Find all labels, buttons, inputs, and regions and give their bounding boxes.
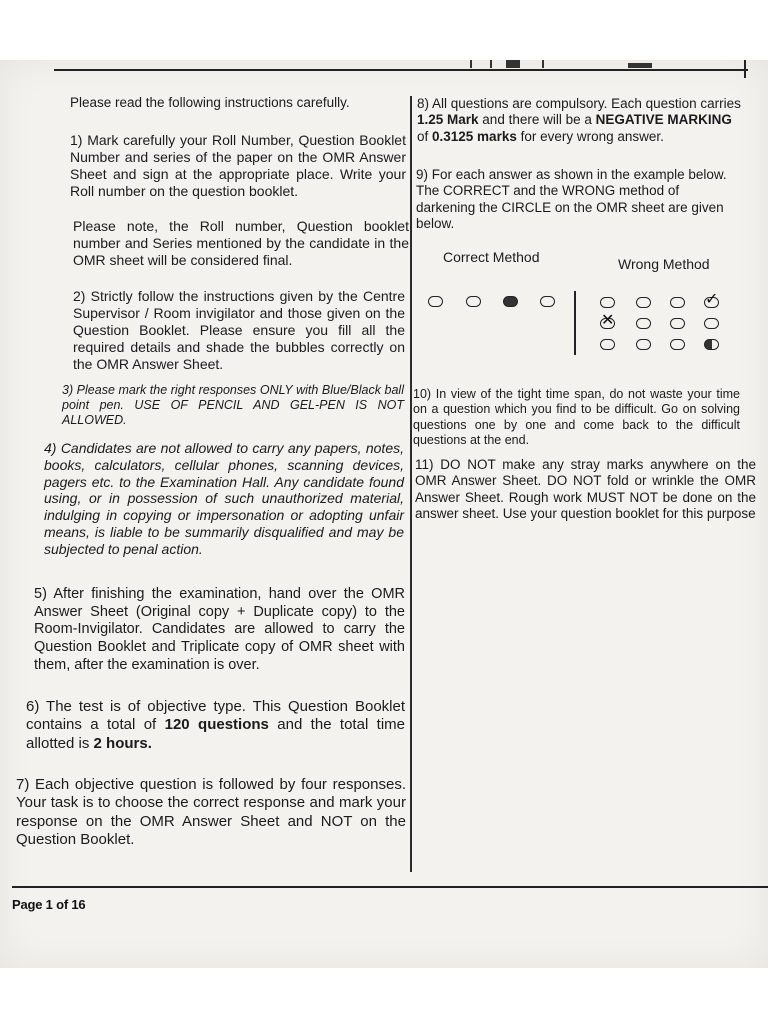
instruction-6-text-a: 6) The test is of objective type. This Question Booklet contains a total of	[26, 698, 405, 734]
roll-number-note: Please note, the Roll number, Question booklet number and Series mentioned by the candidate in the OMR sheet will be considered final.	[73, 218, 409, 269]
omr-example-divider	[574, 291, 576, 355]
instruction-4: 4) Candidates are not allowed to carry any papers, notes, books, calculators, cellular phones, scanning devices, pagers etc. to the Examination Hall. Any candidate found using, or in possession of such unauthorized material, indulging in copying or impersonation or adopting unfair means, is liable to be summarily disqualified and may be subjected to penal action.	[44, 440, 404, 557]
instruction-8-text-d: for every wrong answer.	[516, 128, 664, 144]
instruction-1: 1) Mark carefully your Roll Number, Question Booklet Number and series of the paper on the OMR Answer Sheet and sign at the appropriate place. Write your Roll number on the question booklet.	[70, 132, 406, 200]
omr-bubble-empty	[466, 296, 481, 307]
cross-mark-icon: ✕	[601, 312, 615, 329]
omr-bubble-empty	[670, 339, 685, 350]
instruction-3	[62, 383, 404, 427]
omr-bubble-empty	[540, 296, 555, 307]
top-rule	[54, 69, 748, 71]
instruction-11: 11) DO NOT make any stray marks anywhere on the OMR Answer Sheet. DO NOT fold or wrinkle the OMR Answer Sheet. Rough work MUST NOT be done on the answer sheet. Use your question booklet for this purpose	[415, 457, 756, 522]
instruction-8-text-c: of	[417, 128, 433, 144]
instruction-10: 10) In view of the tight time span, do not waste your time on a question which you find to be difficult. Go on solving questions one by one and come back to the difficult questions at the end.	[413, 387, 740, 447]
omr-bubble-empty	[636, 297, 651, 308]
omr-bubble-empty	[428, 296, 443, 307]
instruction-8-text-a: 8) All questions are compulsory. Each question carries	[417, 96, 741, 111]
omr-bubble-empty	[600, 297, 615, 308]
negative-marking: NEGATIVE MARKING	[595, 112, 732, 128]
instruction-9: 9) For each answer as shown in the example below. The CORRECT and the WRONG method of darkening the CIRCLE on the OMR sheet are given below.	[416, 167, 727, 232]
top-corner-rule	[744, 60, 746, 78]
page-number: Page 1 of 16	[12, 897, 86, 912]
omr-bubble-empty	[670, 297, 685, 308]
instructions-heading: Please read the following instructions carefully.	[70, 95, 350, 110]
instruction-7: 7) Each objective question is followed by four responses. Your task is to choose the correct response and mark your response on the OMR Answer Sheet and NOT on the Question Booklet.	[16, 776, 406, 848]
omr-bubble-empty	[636, 318, 651, 329]
total-time: 2 hours.	[93, 734, 152, 752]
instruction-2: 2) Strictly follow the instructions given by the Centre Supervisor / Room invigilator and those given on the Question Booklet. Please ensure you fill all the required details and shade the bubbles correctly on the OMR Answer Sheet.	[73, 288, 405, 373]
omr-bubble-empty	[600, 339, 615, 350]
instruction-6-text-b: and the total time allotted is	[26, 716, 405, 752]
omr-bubble-filled	[503, 296, 518, 307]
mark-per-question: 1.25 Mark	[417, 112, 479, 128]
bottom-rule	[12, 886, 768, 888]
column-divider	[410, 96, 412, 872]
omr-bubble-empty	[704, 318, 719, 329]
omr-bubble-empty	[636, 339, 651, 350]
instruction-6	[26, 698, 405, 753]
instruction-3-text: 3) Please mark the right responses ONLY with Blue/Black ball point pen.	[62, 383, 404, 412]
instruction-8	[417, 96, 741, 145]
wrong-method-label: Wrong Method	[618, 256, 710, 272]
instruction-3-warning: USE OF PENCIL AND GEL-PEN IS NOT ALLOWED.	[62, 397, 404, 427]
negative-mark-value: 0.3125 marks	[432, 128, 517, 144]
omr-bubble-half	[704, 339, 719, 350]
instruction-5: 5) After finishing the examination, hand over the OMR Answer Sheet (Original copy + Duplicate copy) to the Room-Invigilator. Candidates are allowed to carry the Question Booklet and Triplicate copy of OMR sheet with them, after the examination is over.	[34, 586, 405, 673]
question-count: 120 questions	[164, 716, 269, 734]
tick-mark-icon: ✓	[705, 291, 719, 308]
correct-method-label: Correct Method	[443, 249, 540, 265]
instruction-8-text-b: and there will be a	[478, 112, 596, 128]
omr-bubble-empty	[670, 318, 685, 329]
